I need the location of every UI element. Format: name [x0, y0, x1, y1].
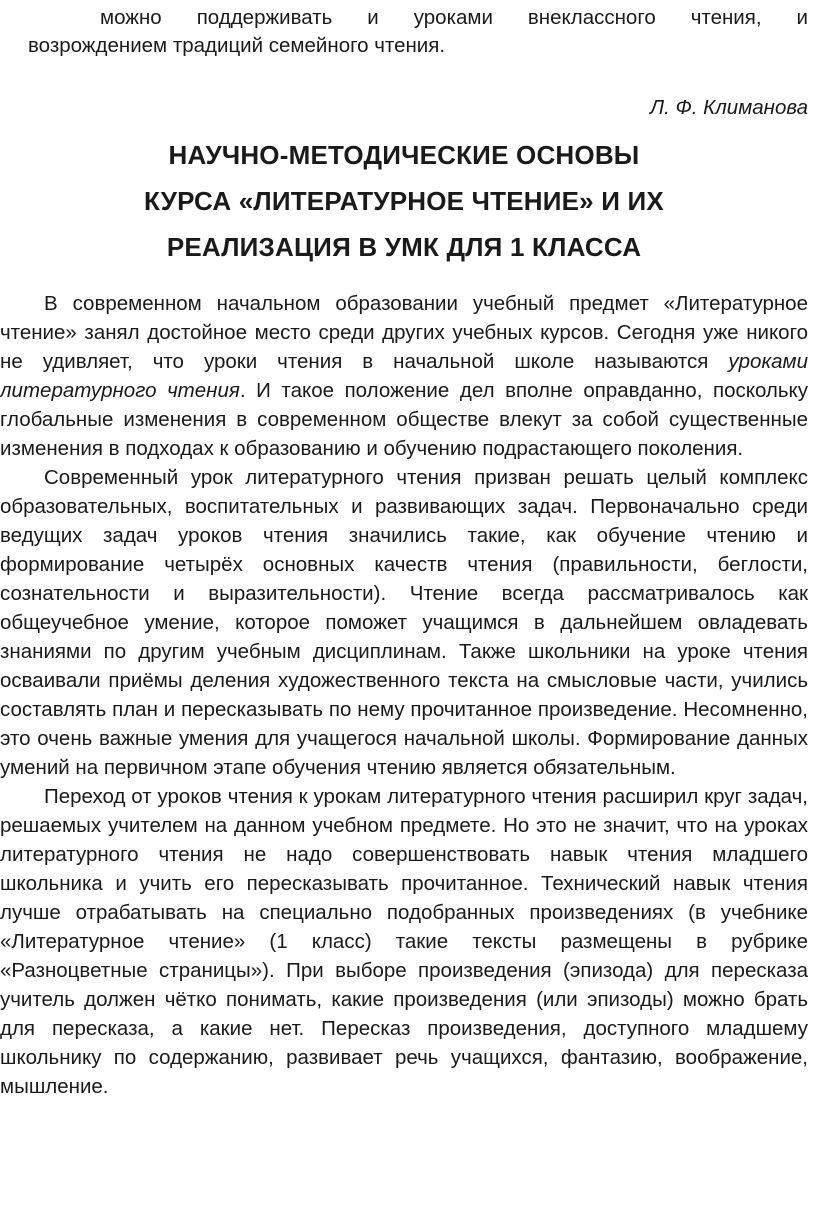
paragraph-2: Современный урок литературного чтения призван решать целый комплекс образовательных, воспитательных и развивающих задач. Первоначально среди ведущих задач уроков чтения значились такие, как обучение чтению и формирование четырёх основных качеств чтения (правильности, беглости, сознательности и выразительности). Чтение всегда рассматривалось как общеучебное умение, которое поможет учащимся в дальнейшем овладевать знаниями по другим учебным дисциплинам. Также школьники на уроке чтения осваивали приёмы деления художественного текста на смысловые части, учились составлять план и пересказывать по нему прочитанное произведение. Несомненно, это очень важные умения для учащегося начальной школы. Формирование данных умений на первичном этапе обучения чтению является обязательным.	[0, 466, 808, 779]
title-line-3: РЕАЛИЗАЦИЯ В УМК ДЛЯ 1 КЛАССА	[166, 232, 642, 262]
title-line-1: НАУЧНО-МЕТОДИЧЕСКИЕ ОСНОВЫ	[168, 140, 640, 170]
lead-line-2: возрождением традиций семейного чтения.	[28, 34, 446, 57]
paragraph-1-text-b: . И такое положение дел вполне оправданно, поскольку глобальные изменения в современном обществе влекут за собой существенные изменения в подходах к образованию и обучению подрастающего поколения.	[0, 379, 808, 460]
lead-paragraph	[0, 4, 808, 60]
paragraph-1-text-a: В современном начальном образовании учебный предмет «Литературное чтение» занял достойное место среди других учебных курсов. Сегодня уже никого не удивляет, что уроки чтения в начальной школе называются	[0, 292, 808, 373]
article-title	[0, 132, 808, 270]
paragraph-1-italic-term: уроками литературного чтения	[0, 350, 808, 402]
author-name: Л. Ф. Климанова	[650, 96, 808, 119]
title-line-2: КУРСА «ЛИТЕРАТУРНОЕ ЧТЕНИЕ» И ИХ	[144, 186, 664, 216]
article-body	[0, 289, 808, 1101]
paragraph-3: Переход от уроков чтения к урокам литературного чтения расширил круг задач, решаемых учителем на данном учебном предмете. Но это не значит, что на уроках литературного чтения не надо совершенствовать навык чтения младшего школьника и учить его пересказывать прочитанное. Технический навык чтения лучше отрабатывать на специально подобранных произведениях (в учебнике «Литературное чтение» (1 класс) такие тексты размещены в рубрике «Разноцветные страницы»). При выборе произведения (эпизода) для пересказа учитель должен чётко понимать, какие произведения (или эпизоды) можно брать для пересказа, а какие нет. Пересказ произведения, доступного младшему школьнику по содержанию, развивает речь учащихся, фантазию, воображение, мышление.	[0, 785, 808, 1098]
lead-line-1: можно поддерживать и уроками внеклассного чтения, и	[100, 6, 808, 29]
paragraph-1	[0, 289, 808, 463]
